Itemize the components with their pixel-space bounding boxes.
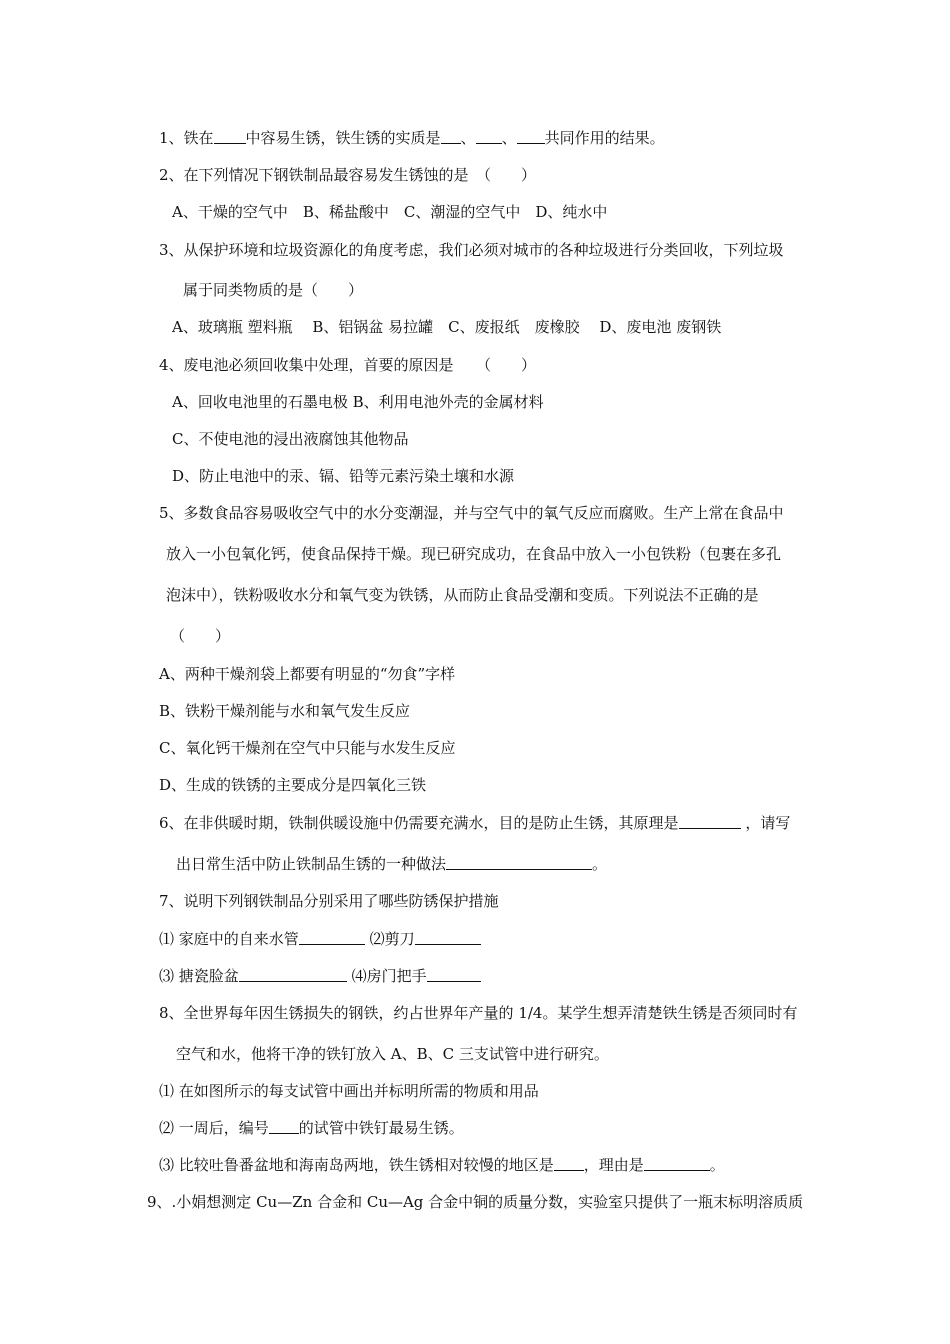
question-6-line-2: [176, 854, 607, 874]
question-3-stem-line-1: 3、从保护环境和垃圾资源化的角度考虑，我们必须对城市的各种垃圾进行分类回收，下列垃圾: [159, 241, 784, 259]
q1-text-d: 、: [501, 129, 517, 147]
q1-blank-1[interactable]: [214, 128, 246, 144]
question-7-row-2: [159, 966, 481, 986]
question-5-option-b: B、铁粉干燥剂能与水和氧气发生反应: [159, 702, 411, 720]
question-5-option-c: C、氧化钙干燥剂在空气中只能与水发生反应: [159, 739, 456, 757]
question-9-line-1: 9、.小娟想测定 Cu—Zn 合金和 Cu—Ag 合金中铜的质量分数，实验室只提供了一瓶末标明溶质质: [147, 1193, 804, 1211]
question-7-stem: 7、说明下列钢铁制品分别采用了哪些防锈保护措施: [159, 892, 499, 910]
question-8-sub-1: ⑴ 在如图所示的每支试管中画出并标明所需的物质和用品: [159, 1082, 539, 1100]
question-8-sub-2: [159, 1118, 464, 1138]
question-5-line-3: 泡沫中），铁粉吸收水分和氧气变为铁锈，从而防止食品受潮和变质。下列说法不正确的是: [166, 586, 759, 604]
q7-item-1: ⑴ 家庭中的自来水管: [159, 930, 299, 948]
question-4-options-ab: A、回收电池里的石墨电极 B、利用电池外壳的金属材料: [172, 393, 544, 411]
question-4-option-d: D、防止电池中的汞、镉、铅等元素污染土壤和水源: [172, 467, 515, 485]
q7-blank-4[interactable]: [427, 966, 481, 982]
question-8-sub-3: [159, 1155, 725, 1175]
question-5-option-a: A、两种干燥剂袋上都要有明显的“勿食”字样: [159, 665, 456, 683]
q1-text-c: 、: [460, 129, 476, 147]
question-7-row-1: [159, 929, 481, 949]
q6-blank-principle[interactable]: [679, 813, 741, 829]
q7-item-4: ⑷房门把手: [351, 967, 427, 985]
q6-text-b: ，请写: [740, 814, 791, 832]
q7-blank-2[interactable]: [415, 929, 481, 945]
q8-text-b: 的试管中铁钉最易生锈。: [298, 1119, 464, 1137]
question-5-option-d: D、生成的铁锈的主要成分是四氧化三铁: [159, 776, 427, 794]
question-8-line-2: 空气和水，他将干净的铁钉放入 A、B、C 三支试管中进行研究。: [176, 1045, 609, 1063]
question-8-line-1: 8、全世界每年因生锈损失的钢铁，约占世界年产量的 1/4。某学生想弄清楚铁生锈是否须同时有: [159, 1004, 798, 1022]
q1-blank-2[interactable]: [441, 128, 461, 144]
q8-blank-reason[interactable]: [644, 1155, 710, 1171]
question-5-line-4: （ ）: [170, 627, 231, 645]
q1-text-a: 1、铁在: [159, 129, 214, 147]
q6-text-a: 6、在非供暖时期，铁制供暖设施中仍需要充满水，目的是防止生锈，其原理是: [159, 814, 679, 832]
q8-blank-tube[interactable]: [269, 1118, 299, 1134]
q1-blank-3[interactable]: [476, 128, 502, 144]
question-5-line-2: 放入一小包氧化钙，使食品保持干燥。现已研究成功，在食品中放入一小包铁粉（包裹在多孔: [166, 545, 782, 563]
q6-text-d: 。: [592, 855, 608, 873]
q7-item-3: ⑶ 搪瓷脸盆: [159, 967, 239, 985]
q8-text-c: ⑶ 比较吐鲁番盆地和海南岛两地，铁生锈相对较慢的地区是: [159, 1156, 554, 1174]
q7-blank-3[interactable]: [239, 966, 347, 982]
question-3-stem-line-2: 属于同类物质的是（ ）: [183, 281, 364, 299]
question-1: [159, 128, 665, 148]
question-3-options: A、玻璃瓶 塑料瓶 B、铝锅盆 易拉罐 C、废报纸 废橡胶 D、废电池 废钢铁: [172, 318, 722, 336]
q8-text-a: ⑵ 一周后，编号: [159, 1119, 269, 1137]
q6-blank-method[interactable]: [446, 854, 592, 870]
q1-text-b: 中容易生锈，铁生锈的实质是: [245, 129, 441, 147]
q7-item-2: ⑵剪刀: [369, 930, 415, 948]
q7-blank-1[interactable]: [299, 929, 365, 945]
q8-text-d: ，理由是: [583, 1156, 644, 1174]
q8-text-e: 。: [709, 1156, 725, 1174]
question-4-option-c: C、不使电池的浸出液腐蚀其他物品: [172, 430, 409, 448]
q8-blank-region[interactable]: [554, 1155, 584, 1171]
q1-text-e: 共同作用的结果。: [544, 129, 665, 147]
q6-text-c: 出日常生活中防止铁制品生锈的一种做法: [176, 855, 447, 873]
question-2-options: A、干燥的空气中 B、稀盐酸中 C、潮湿的空气中 D、纯水中: [172, 203, 608, 221]
question-6-line-1: [159, 813, 790, 833]
question-4-stem: 4、废电池必须回收集中处理，首要的原因是 （ ）: [159, 356, 537, 374]
question-2-stem: 2、在下列情况下钢铁制品最容易发生锈蚀的是 （ ）: [159, 166, 537, 184]
question-5-line-1: 5、多数食品容易吸收空气中的水分变潮湿，并与空气中的氧气反应而腐败。生产上常在食品中: [159, 504, 784, 522]
q1-blank-4[interactable]: [517, 128, 545, 144]
